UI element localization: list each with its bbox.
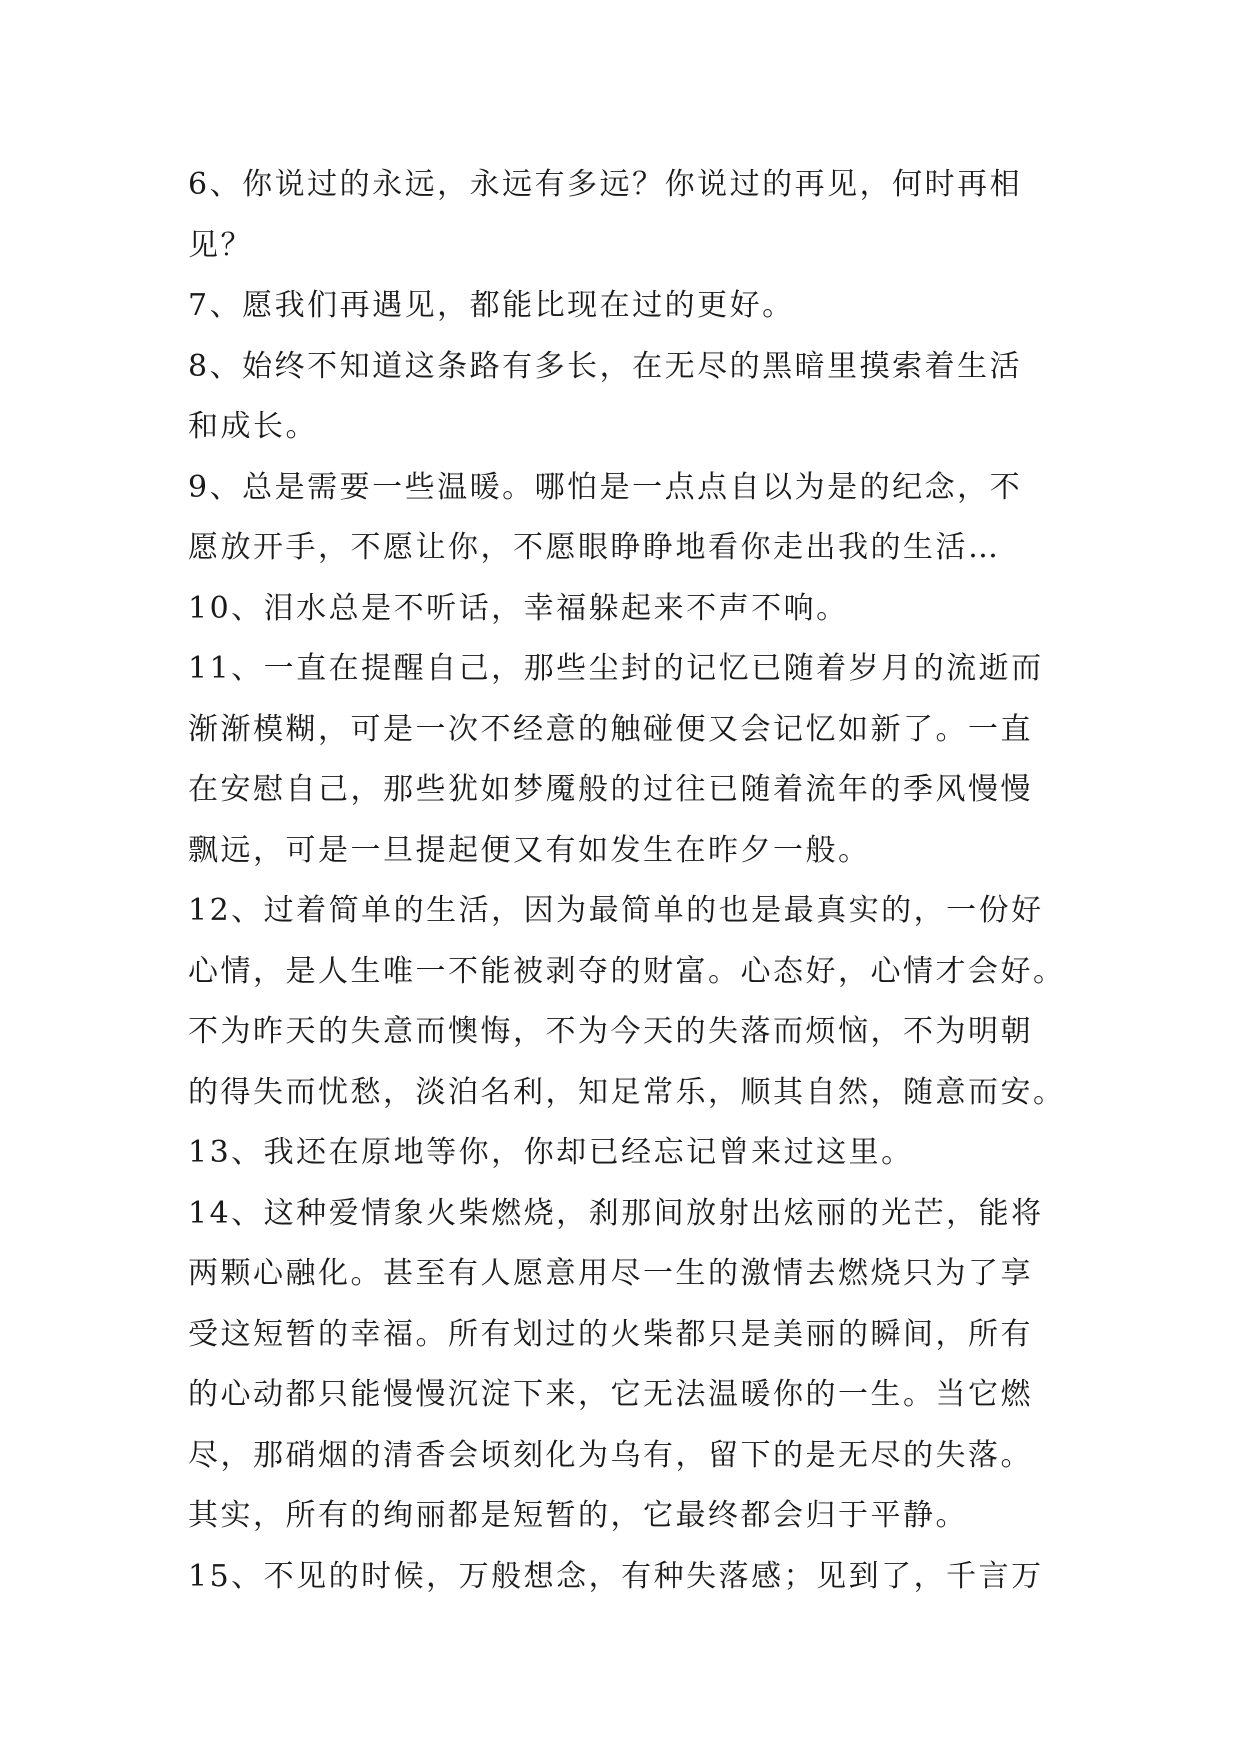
- text-line: 9、总是需要一些温暖。哪怕是一点点自以为是的纪念，不: [188, 469, 1023, 505]
- text-line: 和成长。: [188, 409, 318, 444]
- text-line: 11、一直在提醒自己，那些尘封的记忆已随着岁月的流逝而: [188, 651, 1044, 686]
- text-line: 10、泪水总是不听话，幸福躲起来不声不响。: [188, 590, 849, 626]
- text-line: 14、这种爱情象火柴燃烧，刹那间放射出炫丽的光芒，能将: [188, 1195, 1044, 1231]
- text-line: 渐渐模糊，可是一次不经意的触碰便又会记忆如新了。一直: [188, 711, 1033, 747]
- text-line: 见？: [188, 227, 253, 263]
- text-line: 不为昨天的失意而懊悔，不为今天的失落而烦恼，不为明朝: [188, 1014, 1033, 1049]
- text-line: 尽，那硝烟的清香会顷刻化为乌有，留下的是无尽的失落。: [188, 1437, 1033, 1473]
- text-line: 6、你说过的永远，永远有多远？你说过的再见，何时再相: [188, 167, 1023, 202]
- text-line: 15、不见的时候，万般想念，有种失落感；见到了，千言万: [188, 1558, 1044, 1594]
- text-line: 心情，是人生唯一不能被剥夺的财富。心态好，心情才会好。: [188, 953, 1066, 989]
- text-line: 愿放开手，不愿让你，不愿眼睁睁地看你走出我的生活…: [188, 530, 1001, 565]
- text-line: 在安慰自己，那些犹如梦魇般的过往已随着流年的季风慢慢: [188, 772, 1033, 807]
- text-line: 12、过着简单的生活，因为最简单的也是最真实的，一份好: [188, 893, 1044, 928]
- text-line: 两颗心融化。甚至有人愿意用尽一生的激情去燃烧只为了享: [188, 1256, 1033, 1291]
- text-line: 8、始终不知道这条路有多长，在无尽的黑暗里摸索着生活: [188, 348, 1023, 384]
- text-line: 13、我还在原地等你，你却已经忘记曾来过这里。: [188, 1135, 914, 1170]
- text-line: 受这短暂的幸福。所有划过的火柴都只是美丽的瞬间，所有: [188, 1316, 1033, 1352]
- text-line: 的心动都只能慢慢沉淀下来，它无法温暖你的一生。当它燃: [188, 1377, 1033, 1412]
- text-line: 7、愿我们再遇见，都能比现在过的更好。: [188, 288, 795, 323]
- text-line: 其实，所有的绚丽都是短暂的，它最终都会归于平静。: [188, 1498, 968, 1533]
- document-body: [188, 155, 1088, 1607]
- text-line: 的得失而忧愁，淡泊名利，知足常乐，顺其自然，随意而安。: [188, 1074, 1066, 1110]
- text-line: 飘远，可是一旦提起便又有如发生在昨夕一般。: [188, 832, 871, 868]
